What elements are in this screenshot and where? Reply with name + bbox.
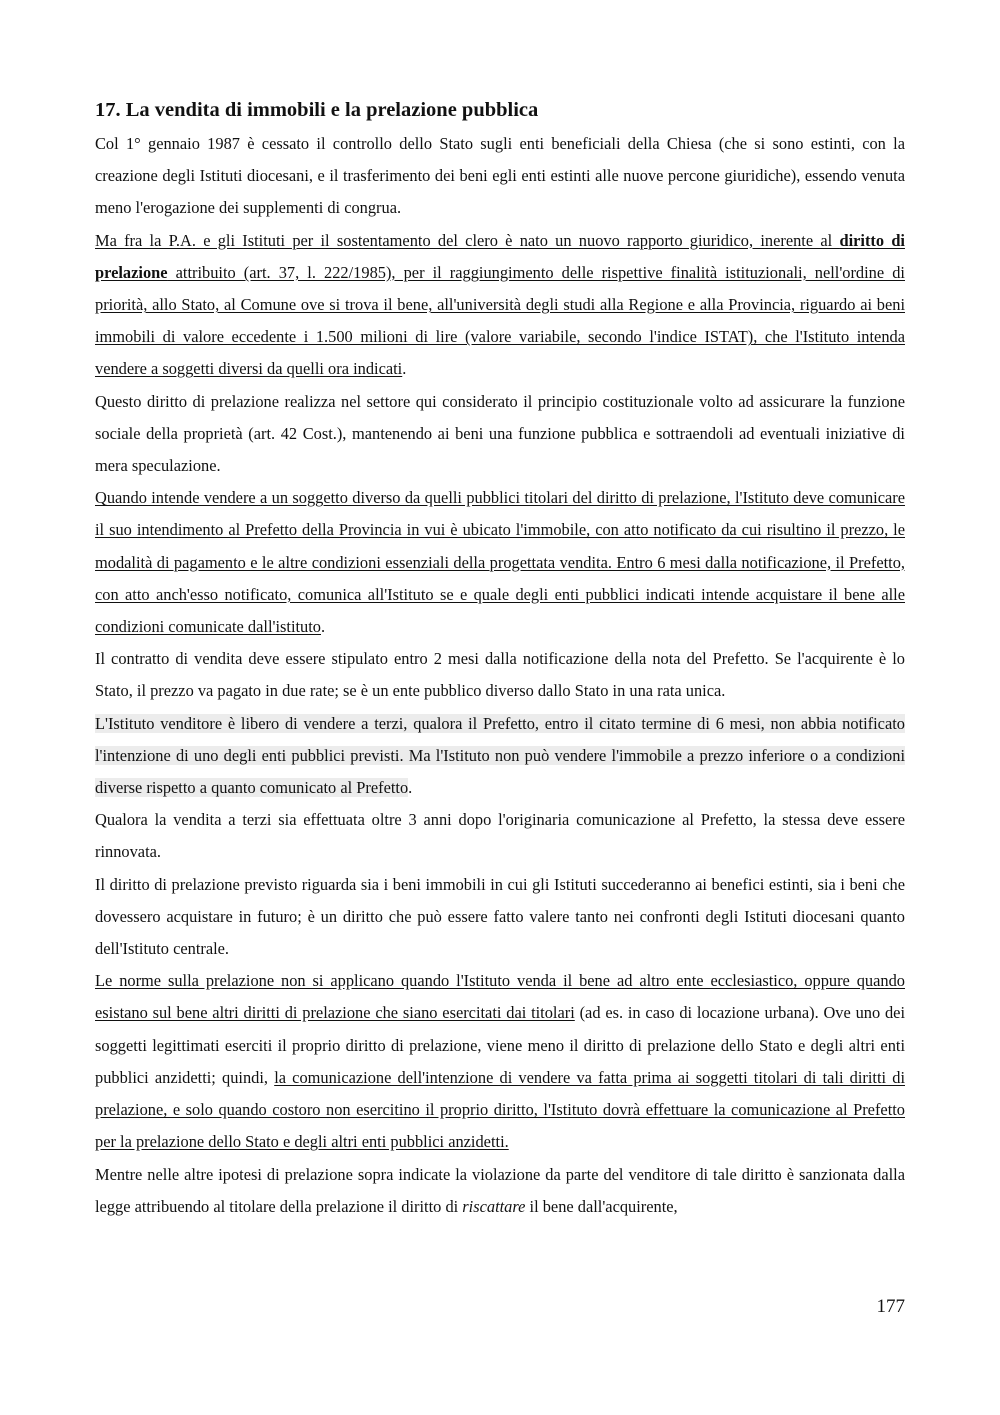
italic-term: riscattare <box>462 1196 526 1216</box>
underlined-passage: la comunicazione dell'intenzione di vendere va fatta prima ai soggetti titolari di tali diritti di prelazione, e solo quando costoro non esercitino il proprio diritto, l'Istituto dovrà effettuare la comunicazione al Prefetto per la prelazione dello Stato e degli altri enti pubblici anzidetti. <box>95 1067 905 1152</box>
paragraph-5: Il contratto di vendita deve essere stipulato entro 2 mesi dalla notificazione della nota del Prefetto. Se l'acquirente è lo Stato, il prezzo va pagato in due rate; se è un ente pubblico diverso dallo Stato in una rata unica. <box>95 649 905 701</box>
underlined-passage: Le norme sulla prelazione non si applicano quando l'Istituto venda il bene ad altro ente ecclesiastico, oppure quando esistano sul bene altri diritti di prelazione che siano esercitati dai titolari <box>95 971 905 1023</box>
paragraph-9: Le norme sulla prelazione non si applicano quando l'Istituto venda il bene ad altro ente ecclesiastico, oppure quando esistano sul bene altri diritti di prelazione che siano esercitati dai titolari (ad es. in caso di locazione urbana). Ove uno dei soggetti legittimati eserciti il proprio diritto di prelazione, viene meno il diritto di prelazione dello Stato e degli altri enti pubblici anzidetti; quindi, la comunicazione dell'intenzione di vendere va fatta prima ai soggetti titolari di tali diritti di prelazione, e solo quando costoro non esercitino il proprio diritto, l'Istituto dovrà effettuare la comunicazione al Prefetto per la prelazione dello Stato e degli altri enti pubblici anzidetti. <box>95 971 906 1152</box>
paragraph-8: Il diritto di prelazione previsto riguarda sia i beni immobili in cui gli Istituti succederanno ai benefici estinti, sia i beni che dovessero acquistare in futuro; è un diritto che può essere fatto valere tanto nei confronti degli Istituti diocesani quanto dell'Istituto centrale. <box>95 874 905 959</box>
bold-term: diritto di prelazione <box>95 230 905 282</box>
paragraph-1: Col 1° gennaio 1987 è cessato il controllo dello Stato sugli enti beneficiali della Chiesa (che si sono estinti, con la creazione degli Istituti diocesani, e il trasferimento dei beni egli enti estinti alle nuove percone giuridiche), essendo venuta meno l'erogazione dei supplementi di congrua. <box>95 134 905 218</box>
underlined-passage: Ma fra la P.A. e gli Istituti per il sostentamento del clero è nato un nuovo rapporto giuridico, inerente al diritto di prelazione attribuito (art. 37, l. 222/1985), per il raggiungimento delle rispettive finalità istituzionali, nell'ordine di priorità, allo Stato, al Comune ove si trova il bene, all'università degli studi alla Regione e alla Provincia, riguardo ai beni immobili di valore eccedente i 1.500 milioni di lire (valore variabile, secondo l'indice ISTAT), che l'Istituto intenda vendere a soggetti diversi da quelli ora indicati <box>95 230 905 379</box>
page-number: 177 <box>876 1296 905 1317</box>
paragraph-3: Questo diritto di prelazione realizza nel settore qui considerato il principio costituzionale volto ad assicurare la funzione sociale della proprietà (art. 42 Cost.), mantenendo ai beni una funzione pubblica e sottraendoli ad eventuali iniziative di mera speculazione. <box>95 391 905 476</box>
paragraph-6: L'Istituto venditore è libero di vendere a terzi, qualora il Prefetto, entro il citato termine di 6 mesi, non abbia notificato l'intenzione di uno degli enti pubblici previsti. Ma l'Istituto non può vendere l'immobile a prezzo inferiore o a condizioni diverse rispetto a quanto comunicato al Prefetto. <box>95 713 905 798</box>
paragraph-7: Qualora la vendita a terzi sia effettuata oltre 3 anni dopo l'originaria comunicazione al Prefetto, la stessa deve essere rinnovata. <box>95 810 905 862</box>
underlined-passage: Quando intende vendere a un soggetto diverso da quelli pubblici titolari del diritto di prelazione, l'Istituto deve comunicare il suo intendimento al Prefetto della Provincia in vui è ubicato l'immobile, con atto notificato da cui risultino il prezzo, le modalità di pagamento e le altre condizioni essenziali della progettata vendita. Entro 6 mesi dalla notificazione, il Prefetto, con atto anch'esso notificato, comunica all'Istituto se e quale degli enti pubblici indicati intende acquistare il bene alle condizioni comunicate dall'istituto <box>95 488 905 637</box>
paragraph-4: Quando intende vendere a un soggetto diverso da quelli pubblici titolari del diritto di prelazione, l'Istituto deve comunicare il suo intendimento al Prefetto della Provincia in vui è ubicato l'immobile, con atto notificato da cui risultino il prezzo, le modalità di pagamento e le altre condizioni essenziali della progettata vendita. Entro 6 mesi dalla notificazione, il Prefetto, con atto anch'esso notificato, comunica all'Istituto se e quale degli enti pubblici indicati intende acquistare il bene alle condizioni comunicate dall'istituto. <box>95 488 905 637</box>
highlighted-passage: L'Istituto venditore è libero di vendere a terzi, qualora il Prefetto, entro il citato termine di 6 mesi, non abbia notificato l'intenzione di uno degli enti pubblici previsti. Ma l'Istituto non può vendere l'immobile a prezzo inferiore o a condizioni diverse rispetto a quanto comunicato al Prefetto <box>95 713 905 798</box>
section-heading: 17. La vendita di immobili e la prelazione pubblica <box>95 99 539 121</box>
paragraph-2: Ma fra la P.A. e gli Istituti per il sostentamento del clero è nato un nuovo rapporto giuridico, inerente al diritto di prelazione attribuito (art. 37, l. 222/1985), per il raggiungimento delle rispettive finalità istituzionali, nell'ordine di priorità, allo Stato, al Comune ove si trova il bene, all'università degli studi alla Regione e alla Provincia, riguardo ai beni immobili di valore eccedente i 1.500 milioni di lire (valore variabile, secondo l'indice ISTAT), che l'Istituto intenda vendere a soggetti diversi da quelli ora indicati. <box>95 230 905 379</box>
page-body <box>95 96 905 1223</box>
paragraph-10: Mentre nelle altre ipotesi di prelazione sopra indicate la violazione da parte del venditore di tale diritto è sanzionata dalla legge attribuendo al titolare della prelazione il diritto di riscattare il bene dall'acquirente, <box>95 1164 905 1216</box>
